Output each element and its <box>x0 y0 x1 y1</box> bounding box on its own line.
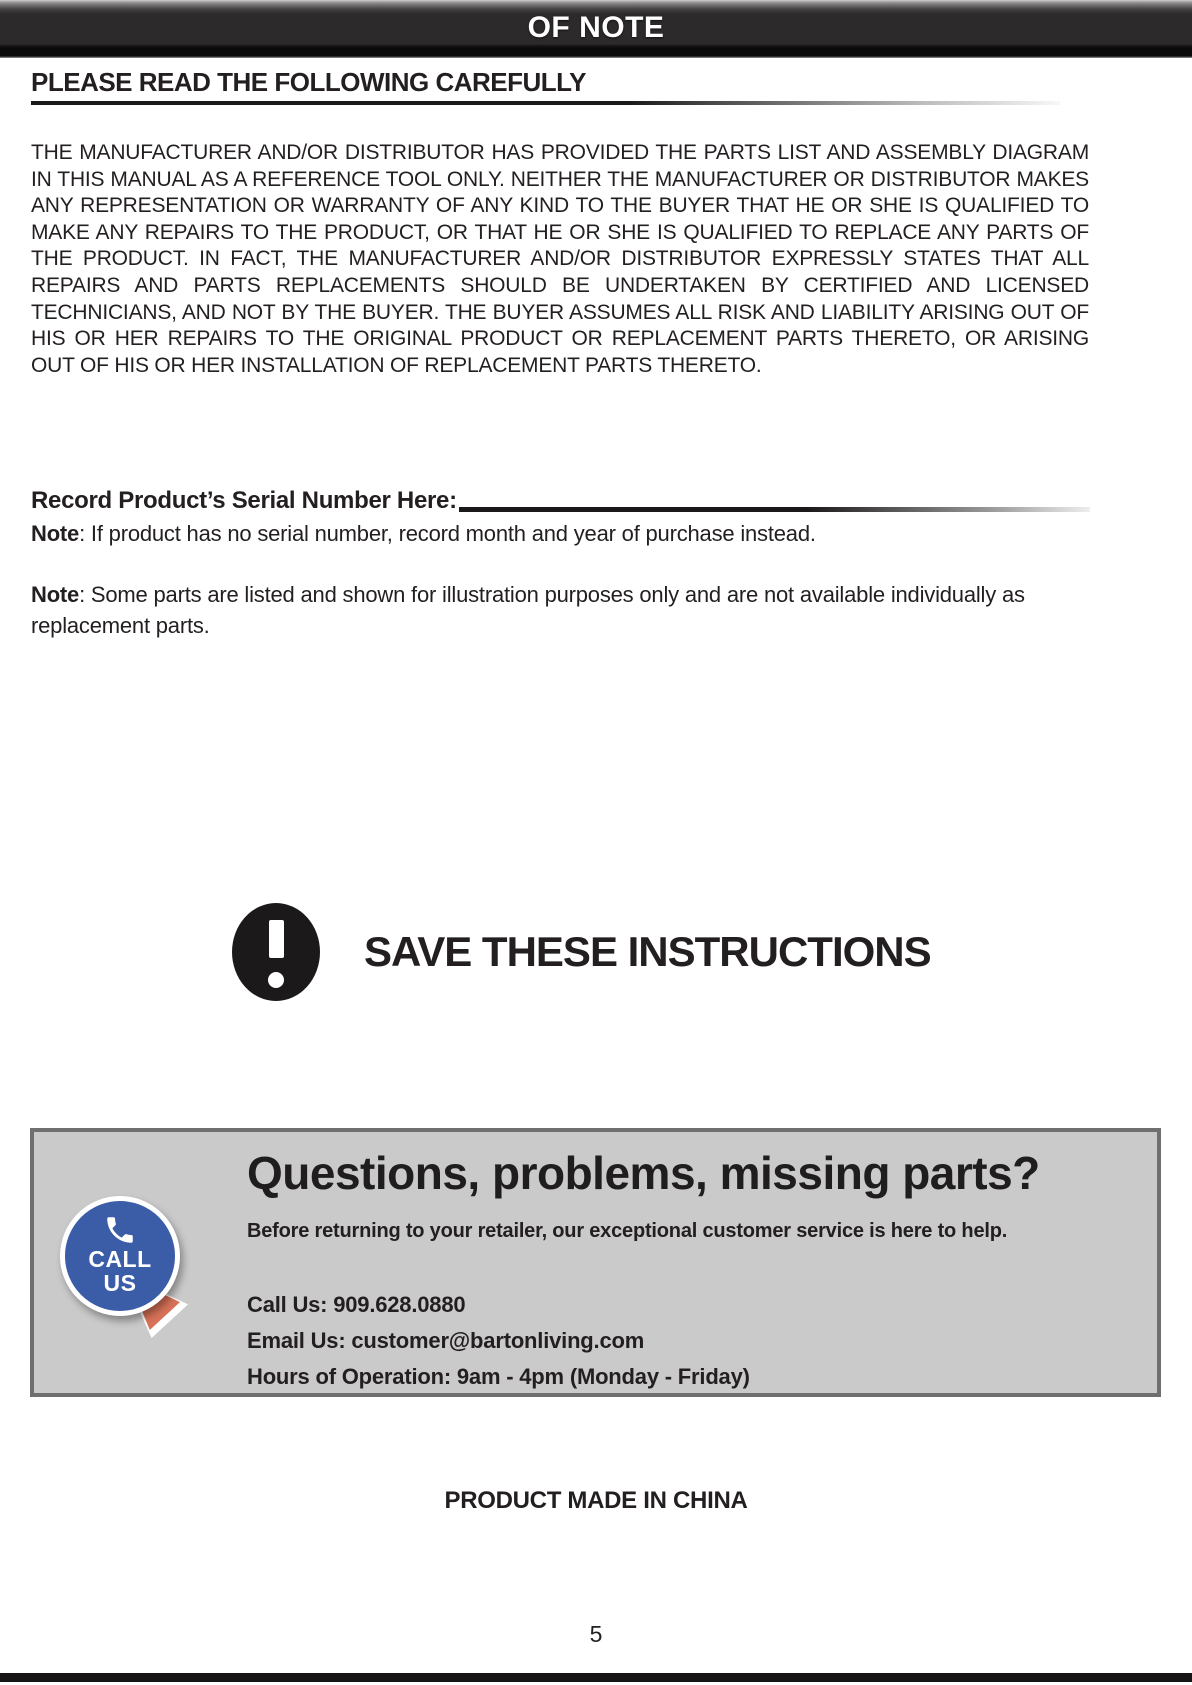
note-illustration <box>31 579 1099 641</box>
exclamation-icon <box>232 903 320 1001</box>
badge-line1: CALL <box>88 1246 152 1272</box>
contact-title: Questions, problems, missing parts? <box>247 1147 1040 1199</box>
serial-number-blank-line <box>459 507 1090 512</box>
serial-number-row <box>31 487 1090 515</box>
exclamation-bar <box>269 920 284 958</box>
exclamation-dot <box>268 972 284 988</box>
page-title: OF NOTE <box>527 11 665 44</box>
contact-email-line: Email Us: customer@bartonliving.com <box>247 1328 645 1353</box>
bottom-bar <box>0 1673 1192 1682</box>
note-label: Note <box>31 521 80 546</box>
contact-hours-line: Hours of Operation: 9am - 4pm (Monday - Friday) <box>247 1364 750 1389</box>
note-label: Note <box>31 582 80 607</box>
contact-subtitle: Before returning to your retailer, our exceptional customer service is here to help. <box>247 1220 1008 1242</box>
disclaimer-paragraph: THE MANUFACTURER AND/OR DISTRIBUTOR HAS PROVIDED THE PARTS LIST AND ASSEMBLY DIAGRAM IN THIS MANUAL AS A REFERENCE TOOL ONLY. NEITHER THE MANUFACTURER OR DISTRIBUTOR MAKES ANY REPRESENTATION OR WARRANTY OF ANY KIND TO THE BUYER THAT HE OR SHE IS QUALIFIED TO MAKE ANY REPAIRS TO THE PRODUCT, OR THAT HE OR SHE IS QUALIFIED TO REPLACE ANY PARTS OF THE PRODUCT. IN FACT, THE MANUFACTURER AND/OR DISTRIBUTOR EXPRESSLY STATES THAT ALL REPAIRS AND PARTS REPLACEMENTS SHOULD BE UNDERTAKEN BY CERTIFIED AND LICENSED TECHNICIANS, AND NOT BY THE BUYER. THE BUYER ASSUMES ALL RISK AND LIABILITY ARISING OUT OF HIS OR HER REPAIRS TO THE ORIGINAL PRODUCT OR REPLACEMENT PARTS THERETO, OR ARISING OUT OF HIS OR HER INSTALLATION OF REPLACEMENT PARTS THERETO. <box>31 141 1089 377</box>
note-text: : If product has no serial number, record month and year of purchase instead. <box>79 521 816 546</box>
contact-lines <box>247 1287 1147 1395</box>
badge-line2: US <box>103 1270 137 1296</box>
call-us-badge <box>60 1196 210 1356</box>
note-text: : Some parts are listed and shown for illustration purposes only and are not available individually as replacement parts. <box>31 582 1025 638</box>
page-header-bar <box>0 0 1192 58</box>
contact-content <box>247 1146 1147 1395</box>
badge-circle <box>60 1196 180 1316</box>
customer-service-box <box>30 1128 1161 1397</box>
heading-underline <box>31 101 1060 105</box>
section-heading: PLEASE READ THE FOLLOWING CAREFULLY <box>31 67 586 97</box>
badge-label <box>88 1247 151 1295</box>
contact-phone-line: Call Us: 909.628.0880 <box>247 1292 466 1317</box>
page-number: 5 <box>589 1621 603 1647</box>
note-serial <box>31 521 1093 547</box>
save-instructions-text: SAVE THESE INSTRUCTIONS <box>364 928 931 975</box>
serial-number-label: Record Product’s Serial Number Here: <box>31 487 457 514</box>
made-in-china-text: PRODUCT MADE IN CHINA <box>444 1487 748 1514</box>
save-instructions-banner <box>232 903 931 1001</box>
phone-icon <box>103 1213 137 1247</box>
